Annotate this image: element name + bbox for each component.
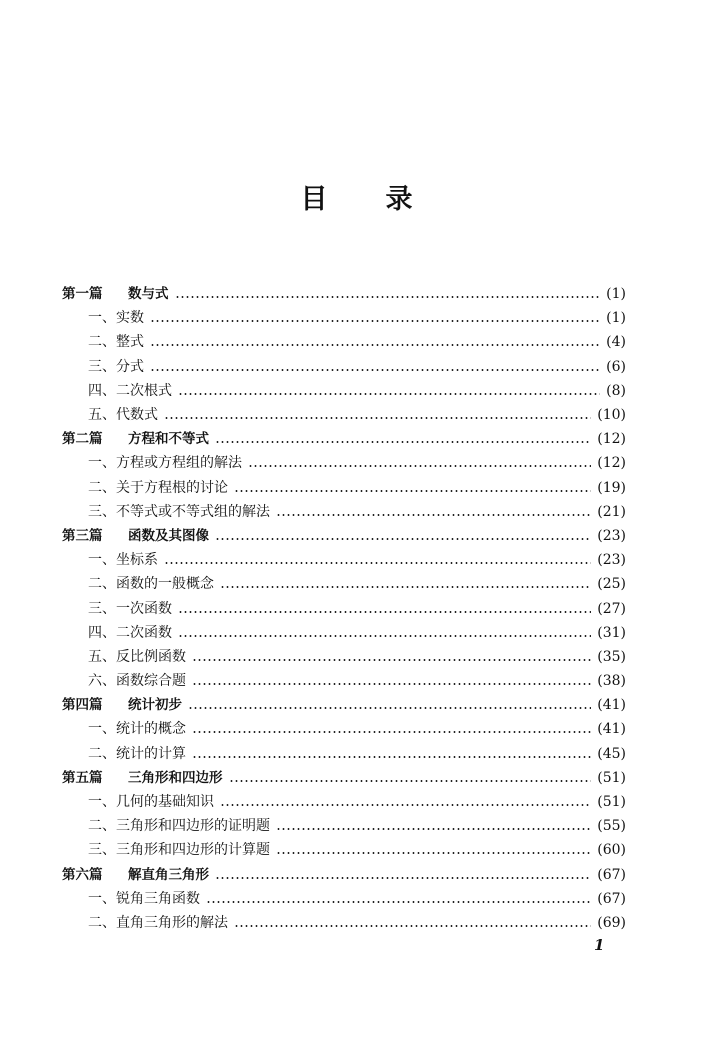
toc-page-number: (12)	[597, 431, 626, 448]
toc-entry-title: 数与式	[128, 286, 169, 303]
toc-entry-label	[88, 817, 270, 835]
toc-chapter-row	[62, 282, 626, 306]
chapter-number: 第四篇	[62, 697, 103, 714]
toc-entry-title: 三、不等式或不等式组的解法	[88, 503, 270, 520]
chapter-number: 第五篇	[62, 769, 103, 786]
dot-leader	[215, 877, 591, 879]
toc-entry-title: 一、方程或方程组的解法	[88, 455, 242, 472]
toc-entry-title: 二、直角三角形的解法	[88, 914, 228, 931]
dot-leader	[178, 635, 591, 637]
toc-entry-label	[88, 309, 144, 327]
toc-section-row	[62, 596, 626, 620]
toc-entry-title: 三角形和四边形	[128, 769, 223, 786]
toc-entry-label	[88, 890, 200, 908]
title-char-1: 目	[300, 183, 328, 215]
toc-entry-label	[62, 769, 223, 787]
toc-page-number: (38)	[597, 673, 626, 690]
toc-section-row	[62, 911, 626, 935]
toc-entry-label	[88, 793, 214, 811]
dot-leader	[178, 393, 600, 395]
toc-entry-label	[88, 358, 144, 376]
dot-leader	[229, 780, 592, 782]
page-number: 1	[594, 936, 605, 954]
toc-section-row	[62, 476, 626, 500]
dot-leader	[150, 344, 600, 346]
page-title	[0, 176, 713, 216]
dot-leader	[150, 320, 600, 322]
toc-entry-label	[62, 285, 169, 303]
toc-entry-label	[88, 720, 186, 738]
toc-entry-title: 二、整式	[88, 334, 144, 351]
toc-entry-title: 四、二次函数	[88, 624, 172, 641]
toc-chapter-row	[62, 693, 626, 717]
toc-page-number: (10)	[597, 407, 626, 424]
toc-entry-label	[88, 551, 158, 569]
toc-entry-title: 五、反比例函数	[88, 648, 186, 665]
toc-page-number: (25)	[597, 576, 626, 593]
toc-entry-title: 五、代数式	[88, 407, 158, 424]
dot-leader	[276, 828, 591, 830]
toc-entry-title: 一、实数	[88, 310, 144, 327]
toc-entry-label	[62, 430, 209, 448]
dot-leader	[206, 901, 591, 903]
toc-entry-label	[88, 503, 270, 521]
toc-section-row	[62, 355, 626, 379]
toc-entry-title: 六、函数综合题	[88, 673, 186, 690]
toc-entry-label	[62, 866, 209, 884]
dot-leader	[188, 707, 591, 709]
toc-entry-title: 一、统计的概念	[88, 721, 186, 738]
dot-leader	[150, 369, 600, 371]
toc-entry-label	[62, 696, 182, 714]
toc-section-row	[62, 572, 626, 596]
toc-section-row	[62, 306, 626, 330]
toc-entry-title: 二、统计的计算	[88, 745, 186, 762]
toc-entry-title: 一、锐角三角函数	[88, 890, 200, 907]
dot-leader	[192, 731, 591, 733]
dot-leader	[175, 296, 601, 298]
dot-leader	[276, 514, 591, 516]
toc-page-number: (35)	[597, 648, 626, 665]
toc-page-number: (55)	[597, 818, 626, 835]
dot-leader	[220, 586, 591, 588]
toc-entry-title: 统计初步	[128, 697, 182, 714]
toc-page-number: (41)	[597, 697, 626, 714]
toc-entry-title: 二、三角形和四边形的证明题	[88, 818, 270, 835]
toc-entry-title: 四、二次根式	[88, 382, 172, 399]
toc-entry-label	[88, 382, 172, 400]
toc-section-row	[62, 379, 626, 403]
toc-entry-label	[88, 745, 186, 763]
title-char-2: 录	[385, 183, 413, 215]
toc-section-row	[62, 838, 626, 862]
toc-chapter-row	[62, 766, 626, 790]
toc-page-number: (19)	[597, 479, 626, 496]
toc-page-number: (31)	[597, 624, 626, 641]
toc-chapter-row	[62, 863, 626, 887]
toc-section-row	[62, 621, 626, 645]
toc-page-number: (1)	[606, 286, 626, 303]
toc-page-number: (4)	[606, 334, 626, 351]
chapter-number: 第一篇	[62, 286, 103, 303]
toc-section-row	[62, 887, 626, 911]
toc-page-number: (51)	[597, 794, 626, 811]
toc-entry-title: 三、分式	[88, 358, 144, 375]
table-of-contents	[62, 282, 626, 935]
toc-page-number: (6)	[606, 358, 626, 375]
toc-page-number: (21)	[597, 503, 626, 520]
toc-page-number: (1)	[606, 310, 626, 327]
toc-section-row	[62, 451, 626, 475]
toc-page-number: (67)	[597, 866, 626, 883]
toc-section-row	[62, 790, 626, 814]
toc-entry-label	[62, 527, 209, 545]
toc-entry-label	[88, 624, 172, 642]
toc-page-number: (60)	[597, 842, 626, 859]
dot-leader	[192, 683, 591, 685]
toc-section-row	[62, 742, 626, 766]
toc-section-row	[62, 330, 626, 354]
toc-page-number: (23)	[597, 552, 626, 569]
dot-leader	[248, 465, 591, 467]
toc-section-row	[62, 645, 626, 669]
dot-leader	[192, 756, 591, 758]
toc-page-number: (67)	[597, 890, 626, 907]
chapter-number: 第三篇	[62, 527, 103, 544]
toc-page-number: (41)	[597, 721, 626, 738]
toc-entry-title: 二、关于方程根的讨论	[88, 479, 228, 496]
toc-page-number: (51)	[597, 769, 626, 786]
dot-leader	[215, 441, 591, 443]
toc-entry-label	[88, 479, 228, 497]
dot-leader	[164, 417, 591, 419]
toc-page-number: (12)	[597, 455, 626, 472]
dot-leader	[192, 659, 591, 661]
dot-leader	[220, 804, 591, 806]
toc-entry-label	[88, 454, 242, 472]
dot-leader	[234, 490, 591, 492]
chapter-number: 第六篇	[62, 866, 103, 883]
dot-leader	[215, 538, 591, 540]
toc-section-row	[62, 814, 626, 838]
toc-chapter-row	[62, 427, 626, 451]
toc-entry-title: 一、几何的基础知识	[88, 794, 214, 811]
toc-page-number: (23)	[597, 527, 626, 544]
toc-entry-title: 二、函数的一般概念	[88, 576, 214, 593]
toc-entry-label	[88, 672, 186, 690]
dot-leader	[178, 611, 591, 613]
toc-chapter-row	[62, 524, 626, 548]
toc-entry-title: 一、坐标系	[88, 552, 158, 569]
toc-page-number: (27)	[597, 600, 626, 617]
toc-page-number: (8)	[606, 382, 626, 399]
toc-section-row	[62, 548, 626, 572]
toc-entry-title: 解直角三角形	[128, 866, 209, 883]
toc-page-number: (69)	[597, 914, 626, 931]
toc-entry-title: 方程和不等式	[128, 431, 209, 448]
dot-leader	[164, 562, 591, 564]
toc-entry-label	[88, 333, 144, 351]
toc-entry-label	[88, 648, 186, 666]
toc-entry-label	[88, 600, 172, 618]
toc-entry-title: 函数及其图像	[128, 527, 209, 544]
toc-section-row	[62, 669, 626, 693]
toc-entry-label	[88, 841, 270, 859]
toc-entry-label	[88, 406, 158, 424]
toc-entry-title: 三、一次函数	[88, 600, 172, 617]
toc-entry-title: 三、三角形和四边形的计算题	[88, 842, 270, 859]
toc-section-row	[62, 500, 626, 524]
toc-entry-label	[88, 575, 214, 593]
dot-leader	[234, 925, 591, 927]
toc-page-number: (45)	[597, 745, 626, 762]
toc-section-row	[62, 403, 626, 427]
toc-section-row	[62, 717, 626, 741]
chapter-number: 第二篇	[62, 431, 103, 448]
toc-entry-label	[88, 914, 228, 932]
dot-leader	[276, 852, 591, 854]
